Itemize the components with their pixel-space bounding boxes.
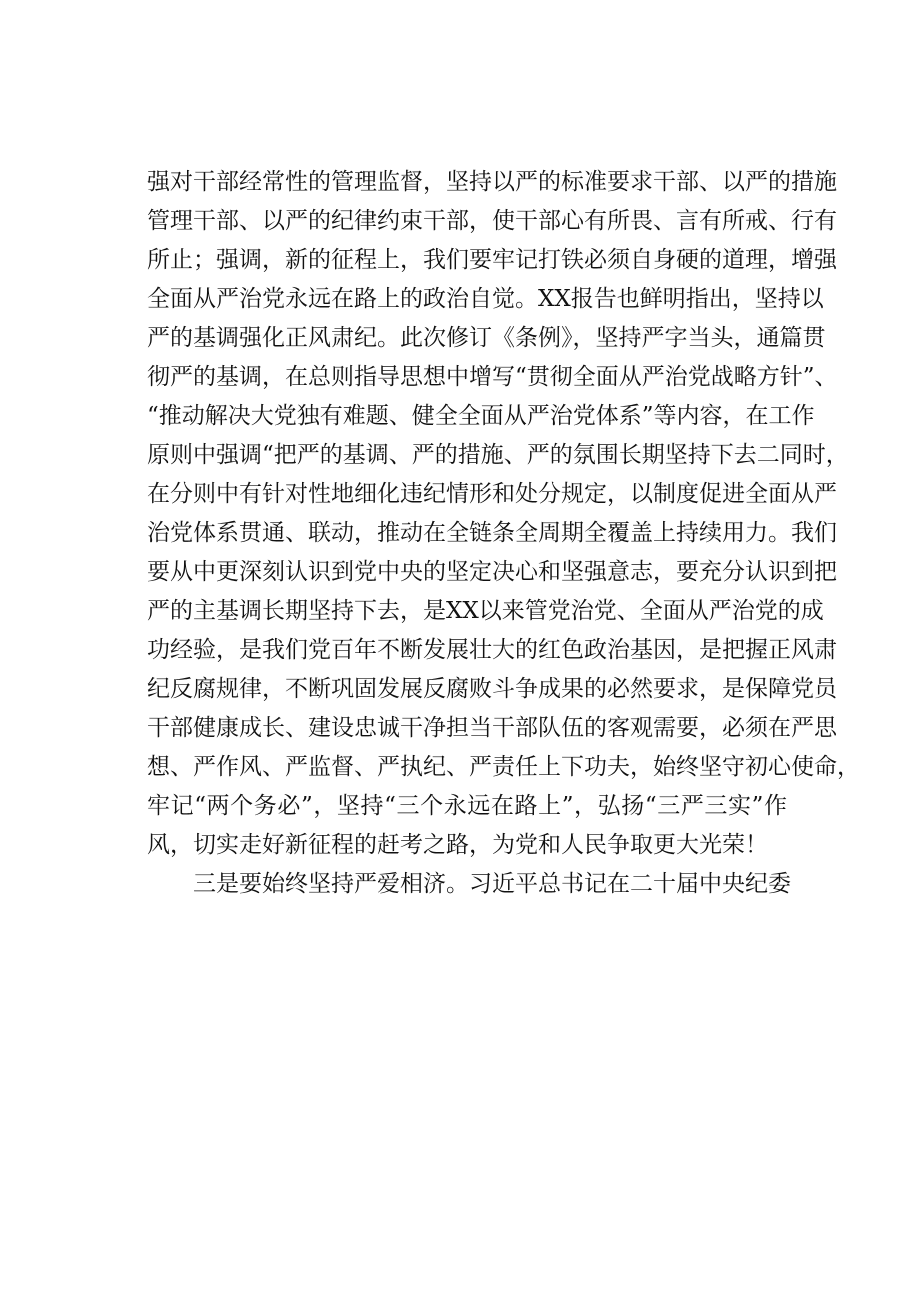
text-line: 三是要始终坚持严爱相济。习近平总书记在二十届中央纪委: [147, 871, 791, 897]
text-line: 想、严作风、严监督、严执纪、严责任上下功夫，始终坚守初心使命，: [147, 754, 860, 780]
text-line: 牢记“两个务必”，坚持“三个永远在路上”，弘扬“三严三实”作: [147, 793, 787, 819]
text-line: 强对干部经常性的管理监督，坚持以严的标准要求干部、以严的措施: [147, 169, 837, 195]
text-line: 严的主基调长期坚持下去，是XX以来管党治党、全面从严治党的成: [147, 598, 824, 624]
text-line: 干部健康成长、建设忠诚干净担当干部队伍的客观需要，必须在严思: [147, 715, 837, 741]
text-line: 彻严的基调，在总则指导思想中增写“贯彻全面从严治党战略方针”、: [147, 364, 838, 390]
text-line: 管理干部、以严的纪律约束干部，使干部心有所畏、言有所戒、行有: [147, 208, 837, 234]
document-body: [147, 163, 860, 904]
text-line: 严的基调强化正风肃纪。此次修订《条例》，坚持严字当头，通篇贯: [147, 325, 826, 351]
text-line: 所止；强调，新的征程上，我们要牢记打铁必须自身硬的道理，增强: [147, 247, 837, 273]
paragraph: [147, 865, 791, 904]
paragraph: [147, 163, 860, 865]
text-line: 功经验，是我们党百年不断发展壮大的红色政治基因，是把握正风肃: [147, 637, 837, 663]
text-line: 原则中强调“把严的基调、严的措施、严的氛围长期坚持下去二同时，: [147, 442, 849, 468]
text-line: 在分则中有针对性地细化违纪情形和处分规定，以制度促进全面从严: [147, 481, 837, 507]
text-line: 治党体系贯通、联动，推动在全链条全周期全覆盖上持续用力。我们: [147, 520, 837, 546]
text-line: “推动解决大党独有难题、健全全面从严治党体系”等内容，在工作: [147, 403, 815, 429]
text-line: 全面从严治党永远在路上的政治自觉。XX报告也鲜明指出，坚持以: [147, 286, 824, 312]
text-line: 风，切实走好新征程的赶考之路，为党和人民争取更大光荣！: [147, 832, 768, 858]
text-line: 纪反腐规律，不断巩固发展反腐败斗争成果的必然要求，是保障党员: [147, 676, 837, 702]
text-line: 要从中更深刻认识到党中央的坚定决心和坚强意志，要充分认识到把: [147, 559, 837, 585]
